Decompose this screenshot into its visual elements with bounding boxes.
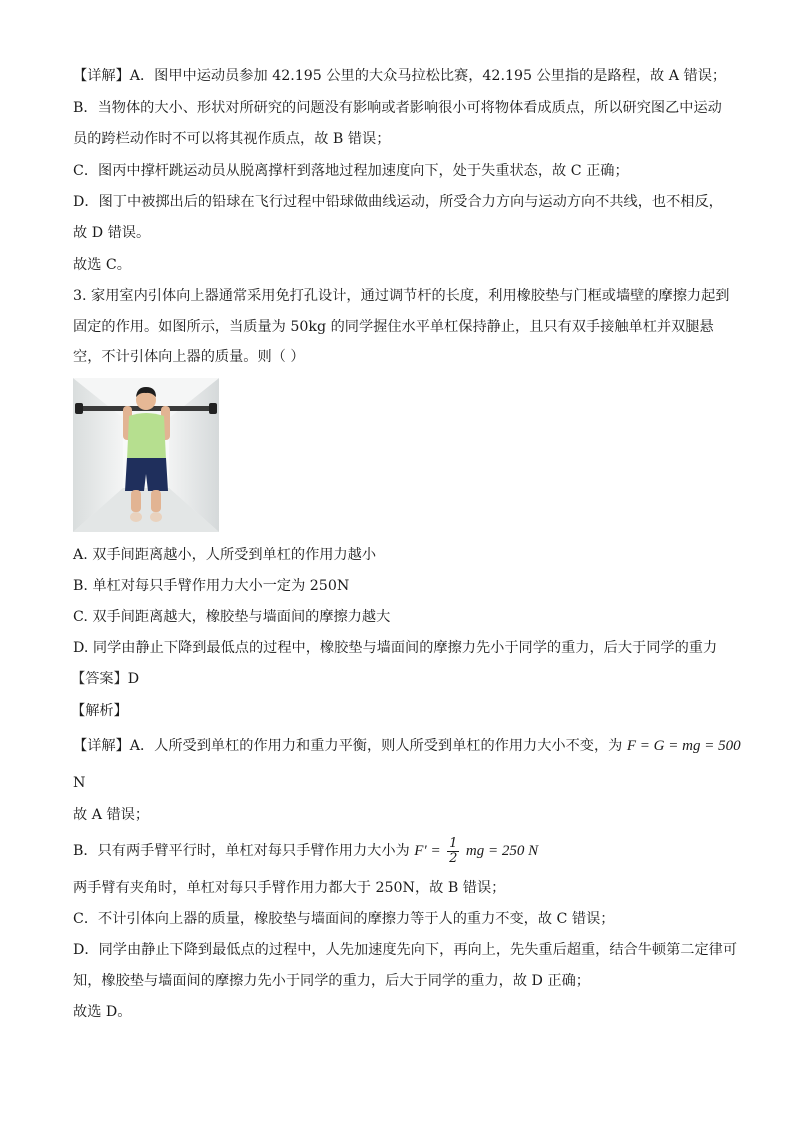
- option-d: D. 同学由静止下降到最低点的过程中，橡胶垫与墙面间的摩擦力先小于同学的重力，后大于同学的重力: [73, 640, 718, 656]
- option-b: B. 单杠对每只手臂作用力大小一定为 250N: [73, 578, 350, 594]
- prev-detail-line-5: D．图丁中被掷出后的铅球在飞行过程中铅球做曲线运动，所受合力方向与运动方向不共线，也不相反，: [73, 194, 723, 210]
- detail-line-2: N: [73, 775, 86, 791]
- detail-line-1-math: F = G = mg = 500: [626, 738, 741, 754]
- detail-line-5: 两手臂有夹角时，单杠对每只手臂作用力都大于 250N，故 B 错误；: [73, 880, 506, 896]
- fraction-numerator: 1: [449, 835, 458, 851]
- option-c: C. 双手间距离越大，橡胶垫与墙面间的摩擦力越大: [73, 609, 391, 625]
- fraction-denominator: 2: [449, 850, 458, 866]
- pullup-photo: [73, 378, 219, 532]
- fraction-one-half: [447, 837, 459, 866]
- detail-line-9: 故选 D。: [73, 1004, 132, 1020]
- question-line-3: 空，不计引体向上器的质量。则（ ）: [73, 349, 305, 365]
- detail-line-8: 知，橡胶垫与墙面间的摩擦力先小于同学的重力，后大于同学的重力，故 D 正确；: [73, 973, 590, 989]
- detail-line-4-text: B．只有两手臂平行时，单杠对每只手臂作用力大小为: [73, 843, 410, 859]
- prev-detail-line-3: 员的跨栏动作时不可以将其视作质点，故 B 错误；: [73, 131, 391, 147]
- answer-row: [71, 669, 734, 689]
- prev-detail-line-7: 故选 C。: [73, 257, 131, 273]
- detail-line-6: C．不计引体向上器的质量，橡胶垫与墙面间的摩擦力等于人的重力不变，故 C 错误；: [73, 911, 615, 927]
- question-line-2: 固定的作用。如图所示，当质量为 50kg 的同学握住水平单杠保持静止，且只有双手接触单杠并双腿悬: [73, 319, 714, 335]
- prev-detail-line-1: 【详解】A．图甲中运动员参加 42.195 公里的大众马拉松比赛，42.195 公里指的是路程，故 A 错误；: [73, 68, 727, 84]
- detail-line-3: 故 A 错误；: [73, 807, 150, 823]
- question-line-1: 3. 家用室内引体向上器通常采用免打孔设计，通过调节杆的长度，利用橡胶垫与门框或墙壁的摩擦力起到: [73, 288, 730, 304]
- detail-line-7: D．同学由静止下降到最低点的过程中，人先加速度先向下，再向上，先失重后超重，结合牛顿第二定律可: [73, 942, 738, 958]
- answer-tag: 【答案】: [71, 671, 128, 687]
- detail-line-1-text: 【详解】A．人所受到单杠的作用力和重力平衡，则人所受到单杠的作用力大小不变，为: [73, 738, 623, 754]
- analysis-tag: 【解析】: [71, 703, 128, 719]
- detail-line-4-math-right: mg = 250 N: [465, 843, 539, 859]
- option-a: A. 双手间距离越小，人所受到单杠的作用力越小: [73, 547, 377, 563]
- prev-detail-line-6: 故 D 错误。: [73, 225, 151, 241]
- prev-detail-line-4: C．图丙中撑杆跳运动员从脱离撑杆到落地过程加速度向下，处于失重状态，故 C 正确；: [73, 163, 629, 179]
- answer-value: D: [127, 671, 140, 687]
- detail-line-4: [73, 836, 734, 866]
- detail-line-4-math-left: F′ =: [414, 843, 441, 859]
- prev-detail-line-2: B．当物体的大小、形状对所研究的问题没有影响或者影响很小可将物体看成质点，所以研究图乙中运动: [73, 100, 722, 116]
- detail-line-1: [73, 736, 741, 756]
